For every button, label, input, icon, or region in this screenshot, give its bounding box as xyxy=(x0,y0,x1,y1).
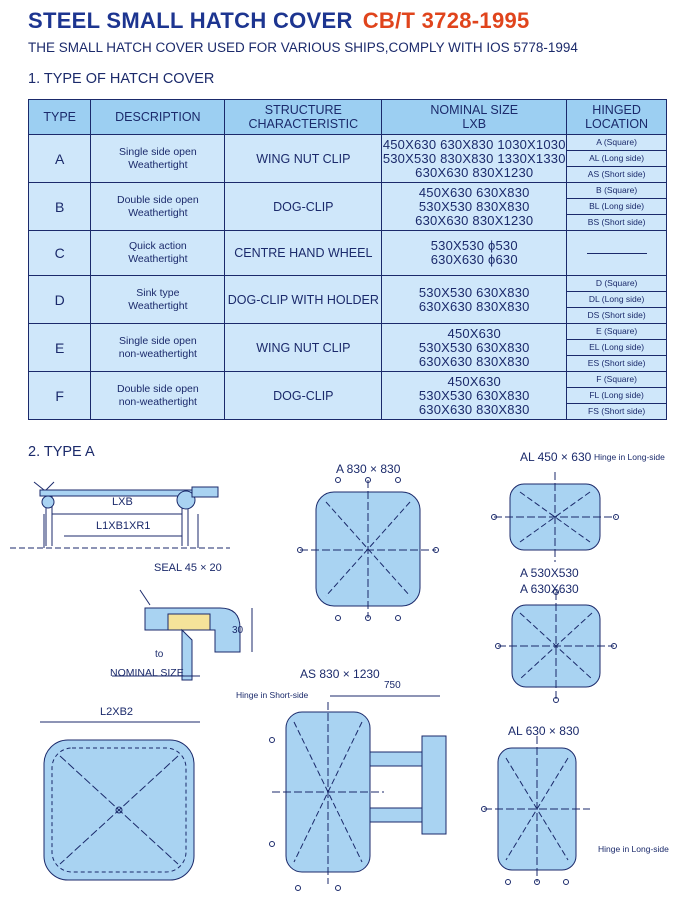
page-title xyxy=(28,8,530,34)
cell-hinged xyxy=(567,135,667,183)
table-body xyxy=(29,135,667,420)
hinge-option: B (Square) xyxy=(567,183,666,199)
label-lxb: LXB xyxy=(112,496,133,508)
cell-size xyxy=(382,183,567,231)
hinge-option: BS (Short side) xyxy=(587,217,646,227)
hinge-option: A (Square) xyxy=(567,135,666,151)
size-list: 450X630 530X530 630X830 630X630 830X830 xyxy=(418,373,530,417)
cell-hinged xyxy=(567,183,667,231)
cell-structure: DOG-CLIP WITH HOLDER xyxy=(225,276,382,324)
size-list: 450X630 630X830 1030X1030 530X530 830X830 1330X1330 630X630 830X1230 xyxy=(382,136,566,180)
cell-type: F xyxy=(29,372,91,420)
cell-hinged xyxy=(567,372,667,420)
table-row xyxy=(29,183,667,231)
hinge-option: FL (Long side) xyxy=(567,388,666,404)
cell-hinged xyxy=(567,276,667,324)
cell-structure: WING NUT CLIP xyxy=(225,135,382,183)
page-subtitle: THE SMALL HATCH COVER USED FOR VARIOUS SHIPS,COMPLY WITH IOS 5778-1994 xyxy=(28,40,578,55)
hinge-option: D (Square) xyxy=(567,276,666,292)
hatch-types-table xyxy=(28,99,667,420)
col-type: TYPE xyxy=(29,100,91,135)
hinge-option: AL (Long side) xyxy=(567,151,666,167)
plate-a830 xyxy=(298,478,439,621)
empty-dash xyxy=(587,253,647,254)
hinge-option: FS (Short side) xyxy=(588,406,646,416)
cell-hinged xyxy=(567,324,667,372)
label-dim30: 30 xyxy=(232,625,244,636)
cell-type: D xyxy=(29,276,91,324)
cell-size xyxy=(382,324,567,372)
label-nominal-size: NOMINAL SIZE xyxy=(110,667,184,679)
section-heading-types: 1. TYPE OF HATCH COVER xyxy=(28,71,215,87)
table-row xyxy=(29,372,667,420)
hinge-option: AS (Short side) xyxy=(587,169,646,179)
cell-size xyxy=(382,231,567,276)
cell-size xyxy=(382,372,567,420)
hinge-option: ES (Short side) xyxy=(587,358,646,368)
cell-type: B xyxy=(29,183,91,231)
label-as830: AS 830 × 1230 xyxy=(300,667,380,681)
cell-description: Quick action Weathertight xyxy=(91,231,225,276)
plate-a530 xyxy=(496,590,617,703)
table-row xyxy=(29,135,667,183)
cell-hinged xyxy=(567,231,667,276)
size-list: 450X630 530X530 630X830 630X630 830X830 xyxy=(418,325,530,369)
cell-structure: WING NUT CLIP xyxy=(225,324,382,372)
hinge-option: E (Square) xyxy=(567,324,666,340)
hinge-option: DL (Long side) xyxy=(567,292,666,308)
plate-al630 xyxy=(482,736,591,885)
size-list: 530X530 ϕ530 630X630 ϕ630 xyxy=(430,238,518,267)
hinge-option: EL (Long side) xyxy=(567,340,666,356)
side-view-drawing xyxy=(10,482,230,548)
label-hinge-long-1: Hinge in Long-side xyxy=(594,452,665,462)
label-a530: A 530X530 xyxy=(520,566,579,580)
title-text: STEEL SMALL HATCH COVER xyxy=(28,8,353,33)
label-dim750: 750 xyxy=(384,680,401,691)
hinge-option: BL (Long side) xyxy=(567,199,666,215)
size-list: 450X630 630X830 530X530 830X830 630X630 830X1230 xyxy=(415,184,534,228)
cell-type: E xyxy=(29,324,91,372)
label-to: to xyxy=(155,649,164,660)
col-hinged: HINGED LOCATION xyxy=(567,100,667,135)
label-a830: A 830 × 830 xyxy=(336,462,401,476)
cell-type: A xyxy=(29,135,91,183)
col-description: DESCRIPTION xyxy=(91,100,225,135)
label-l1xb1xr1: L1XB1XR1 xyxy=(96,520,151,532)
section-heading-type-a: 2. TYPE A xyxy=(28,444,95,460)
label-hinge-long-2: Hinge in Long-side xyxy=(598,844,669,854)
hinge-option: F (Square) xyxy=(567,372,666,388)
plate-al450 xyxy=(492,472,619,562)
cell-type: C xyxy=(29,231,91,276)
col-structure: STRUCTURE CHARACTERISTIC xyxy=(225,100,382,135)
label-al630: AL 630 × 830 xyxy=(508,724,580,738)
cell-size xyxy=(382,135,567,183)
cell-description: Single side open Weathertight xyxy=(91,135,225,183)
cell-description: Double side open Weathertight xyxy=(91,183,225,231)
plate-l2xb2 xyxy=(40,722,200,880)
table-row xyxy=(29,231,667,276)
label-l2xb2: L2XB2 xyxy=(100,706,134,718)
table-header-row xyxy=(29,100,667,135)
plate-as830 xyxy=(270,696,447,891)
size-list: 530X530 630X830 630X630 830X830 xyxy=(418,284,530,314)
cell-description: Double side open non-weathertight xyxy=(91,372,225,420)
table-row xyxy=(29,324,667,372)
cell-size xyxy=(382,276,567,324)
label-a630: A 630X630 xyxy=(520,582,579,596)
col-size: NOMINAL SIZE LXB xyxy=(382,100,567,135)
cell-description: Sink type Weathertight xyxy=(91,276,225,324)
table-row xyxy=(29,276,667,324)
cell-structure: DOG-CLIP xyxy=(225,183,382,231)
label-hinge-short: Hinge in Short-side xyxy=(236,690,309,700)
label-al450: AL 450 × 630 xyxy=(520,450,592,464)
cell-description: Single side open non-weathertight xyxy=(91,324,225,372)
label-seal: SEAL 45 × 20 xyxy=(154,562,222,574)
standard-code: CB/T 3728-1995 xyxy=(362,8,530,33)
cell-structure: DOG-CLIP xyxy=(225,372,382,420)
hinge-option: DS (Short side) xyxy=(587,310,646,320)
cell-structure: CENTRE HAND WHEEL xyxy=(225,231,382,276)
